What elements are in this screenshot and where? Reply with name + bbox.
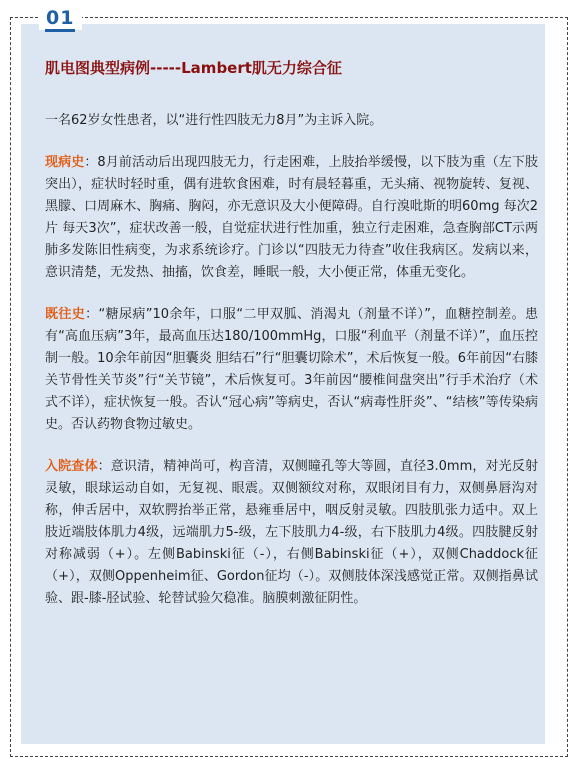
exam-text: ：意识清，精神尚可，构音清，双侧瞳孔等大等圆，直径3.0mm，对光反射灵敏，眼球运动自如，无复视、眼震。双侧额纹对称，双眼闭目有力，双侧鼻唇沟对称，伸舌居中，双软腭抬举正常，悬雍垂居中，咽反射灵敏。四肢肌张力适中。双上肢近端肢体肌力4级，远端肌力5-级，左下肢肌力4-级，右下肢肌力4级。四肢腱反射对称减弱（+）。左侧Babinski征（-），右侧Babinski征（+），双侧Chaddock征（+），双侧Oppenheim征、Gordon征均（-）。双侧肢体深浅感觉正常。双侧指鼻试验、跟-膝-胫试验、轮替试验欠稳准。脑膜刺激征阴性。 [45, 459, 538, 606]
present-history-label: 现病史 [45, 155, 85, 170]
intro-paragraph: 一名62岁女性患者，以“进行性四肢无力8月”为主诉入院。 [45, 113, 383, 128]
exam-paragraph [45, 456, 538, 610]
past-history-text: ：“糖尿病”10余年，口服“二甲双胍、消渴丸（剂量不详）”，血糖控制差。患有“高血压病”3年，最高血压达180/100mmHg，口服“利血平（剂量不详）”，血压控制一般。10余年前因“胆囊炎 胆结石”行“胆囊切除术”，术后恢复一般。6年前因“右膝关节骨性关节炎”行“关节镜”，术后恢复可。3年前因“腰椎间盘突出”行手术治疗（术式不详），症状恢复一般。否认“冠心病”等病史，否认“病毒性肝炎”、“结核”等传染病史。否认药物食物过敏史。 [45, 307, 538, 432]
section-number-badge: 01 [39, 6, 82, 30]
article-title: 肌电图典型病例-----Lambert肌无力综合征 [45, 59, 342, 77]
present-history-text: ：8月前活动后出现四肢无力，行走困难，上肢抬举缓慢，以下肢为重（左下肢突出），症状时轻时重，偶有进软食困难，时有晨轻暮重，无头痛、视物旋转、复视、黑朦、口周麻木、胸痛、胸闷，亦无意识及大小便障碍。自行溴吡斯的明60mg 每次2片 每天3次”，症状改善一般，自觉症状进行性加重，独立行走困难，急查胸部CT示两肺多发陈旧性病变，为求系统诊疗。门诊以“四肢无力待查”收住我病区。发病以来，意识清楚，无发热、抽搐，饮食差，睡眠一般，大小便正常，体重无变化。 [45, 155, 538, 280]
article-body [45, 57, 538, 630]
badge-underline [45, 29, 75, 32]
past-history-label: 既往史 [45, 307, 86, 322]
exam-label: 入院查体 [45, 459, 98, 474]
past-history-paragraph [45, 304, 538, 436]
present-history-paragraph [45, 152, 538, 284]
